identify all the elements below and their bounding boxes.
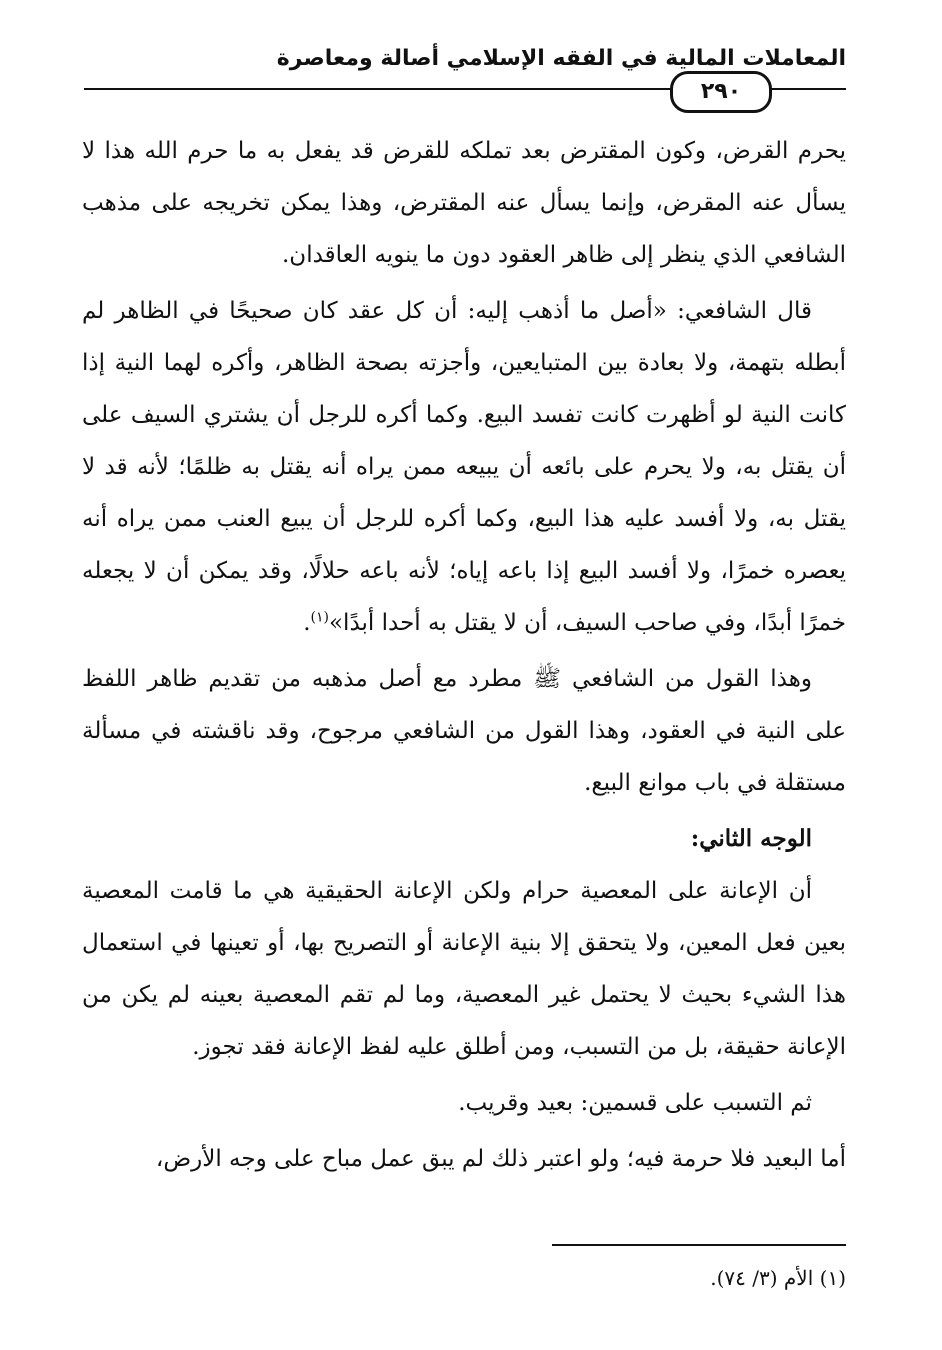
footnote-rule [552,1244,846,1246]
paragraph-5: ثم التسبب على قسمين: بعيد وقريب. [458,1090,812,1116]
main-text [82,125,846,1185]
running-title: المعاملات المالية في الفقه الإسلامي أصالة ومعاصرة [276,46,846,71]
paragraph-6: أما البعيد فلا حرمة فيه؛ ولو اعتبر ذلك لم يبق عمل مباح على وجه الأرض، [155,1146,846,1172]
paragraph-3: وهذا القول من الشافعي ﷺ مطرد مع أصل مذهبه من تقديم ظاهر اللفظ على النية في العقود، وهذا القول من الشافعي مرجوح، وقد ناقشته في مسألة مستقلة في باب موانع البيع. [82,666,846,796]
shafii-quote: قال الشافعي: «أصل ما أذهب إليه: أن كل عقد كان صحيحًا في الظاهر لم أبطله بتهمة، ولا بعادة بين المتبايعين، وأجزته بصحة الظاهر، وأكره لهما النية إذا كانت النية لو أظهرت كانت تفسد البيع. وكما أكره للرجل أن يشتري السيف على أن يقتل به، ولا يحرم على بائعه أن يبيعه ممن يراه أنه يقتل به ظلمًا؛ لأنه قد لا يقتل به، ولا أفسد عليه هذا البيع، وكما أكره للرجل أن يبيع العنب ممن يراه أنه يعصره خمرًا، ولا أفسد البيع إذا باعه إياه؛ لأنه باعه حلالًا، وقد يمكن أن لا يجعله خمرًا أبدًا، وفي صاحب السيف، أن لا يقتل به أحدا أبدًا» [82,298,847,636]
page-number: ٢٩٠ [670,71,772,113]
paragraph-2-end: . [303,610,311,636]
paragraph-2 [82,285,846,649]
section-heading: الوجه الثاني: [690,825,812,852]
footnote: (١) الأم (٣/ ٧٤). [710,1266,846,1290]
paragraph-1: يحرم القرض، وكون المقترض بعد تملكه للقرض قد يفعل به ما حرم الله هذا لا يسأل عنه المقرض، وإنما يسأل عنه المقترض، وهذا يمكن تخريجه على مذهب الشافعي الذي ينظر إلى ظاهر العقود دون ما ينويه العاقدان. [82,138,846,268]
paragraph-4: أن الإعانة على المعصية حرام ولكن الإعانة الحقيقية هي ما قامت المعصية بعين فعل المعين، ولا يتحقق إلا بنية الإعانة أو التصريح بها، أو تعينها في استعمال هذا الشيء بحيث لا يحتمل غير المعصية، وما لم تقم المعصية بعينه لم يكن من الإعانة حقيقة، بل من التسبب، ومن أطلق عليه لفظ الإعانة فقد تجوز. [82,878,846,1060]
footnote-reference: (١) [310,609,329,626]
